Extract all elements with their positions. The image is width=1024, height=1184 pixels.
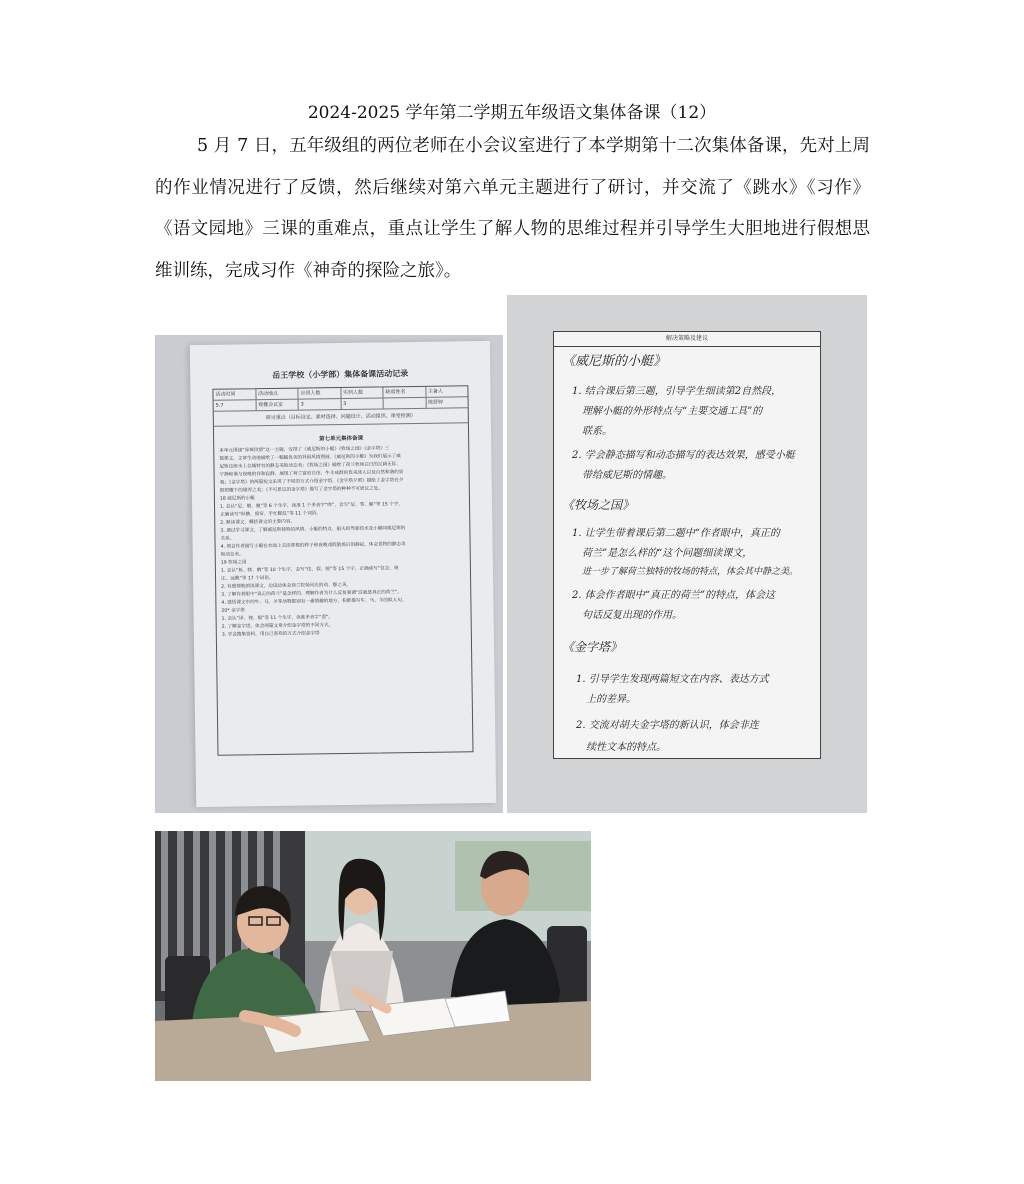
handwritten-line: 《威尼斯的小艇》	[562, 354, 667, 369]
record-line: 1. 会认“译、拽、塌”等 11 个生字，读准多音字“澄”。	[221, 615, 334, 622]
summary-paragraph	[155, 126, 870, 292]
record-line: 关系。	[220, 536, 235, 542]
record-line: 4. 领会作者描写小艇在水面上灵活穿梭的样子和夜晚戏院散场后的静寂，体会景物的静态美	[220, 542, 406, 550]
document-title: 2024-2025 学年第二学期五年级语文集体备课（12）	[307, 103, 717, 123]
table-cell: 主备人	[427, 388, 444, 395]
handwritten-line: 1. 让学生带着课后第二题中“作者眼中，真正的	[572, 528, 780, 539]
section-heading: 第七单元集体备课	[319, 435, 364, 443]
handwritten-line: 《牧场之国》	[562, 498, 635, 512]
notes-header: 解决策略及建议	[554, 332, 820, 347]
table-cell: 5.7	[214, 400, 257, 411]
table-cell	[384, 398, 427, 409]
meeting-photo	[155, 831, 591, 1081]
record-line: 18 威尼斯的小艇	[219, 496, 255, 502]
record-lines	[219, 444, 466, 639]
record-line: 尼斯这座水上名城特有的静态美和动态美；《牧场之国》描绘了荷兰牧场白日的辽阔无际、	[219, 462, 401, 470]
record-line: 本单元围绕“异域风情”这一主题，安排了《威尼斯的小艇》《牧场之国》《金字塔》三	[219, 446, 390, 454]
record-sheet-heading: 岳王学校（小学部）集体备课活动记录	[272, 369, 409, 380]
handwritten-line: 进一步了解荷兰独特的牧场的特点，体会其中静之美。	[582, 567, 799, 577]
record-line: 3. 学会搜集资料，用自己喜欢的方式介绍金字塔	[221, 631, 320, 638]
record-sheet	[190, 341, 496, 807]
handwritten-line: 2. 学会静态描写和动态描写的表达效果，感受小艇	[572, 450, 795, 461]
record-line: 篇课文。文章生动地描绘了一幅幅优美的异国风情图画。《威尼斯的小艇》为我们展示了威	[219, 454, 401, 462]
record-line: 2. 了解金字塔，体会两篇文章介绍金字塔的不同方式。	[221, 623, 334, 630]
record-line: 1. 会认“栎、犊、鹤”等 10 个生字，会写“仪、娱、骏”等 15 个字，正确读写“仪态、喧	[220, 566, 399, 574]
handwritten-line: 带给威尼斯的情趣。	[582, 470, 672, 481]
table-cell: 活动地点	[256, 389, 299, 400]
record-line: 庄、远眺”等 17 个词语。	[221, 575, 274, 582]
record-line: 阳照耀下的雄浑之美；《不可思议的金字塔》描写了金字塔的种种不可思议之处。	[219, 486, 383, 494]
table-cell: 缺席姓名	[383, 387, 426, 398]
handwritten-line: 上的差异。	[586, 694, 636, 705]
handwritten-line: 联系。	[582, 426, 612, 437]
handwritten-line: 2. 体会作者眼中“真正的荷兰”的特点，体会这	[572, 590, 775, 601]
handwritten-line: 1. 引导学生发现两篇短文在内容、表达方式	[576, 674, 769, 685]
table-cell: 观槿会议室	[256, 400, 299, 411]
table-cell: 实到人数	[341, 387, 384, 398]
record-table	[212, 385, 473, 756]
table-cell: 应到人数	[298, 388, 341, 399]
record-line: 19 牧场之国	[220, 560, 247, 566]
record-line: 和动态美。	[220, 552, 244, 558]
record-sheet-photo	[155, 335, 503, 813]
record-line: 3. 通过学习课文，了解威尼斯独特的风情、小艇的特点、船夫的驾驶技术及小艇同威尼斯的	[220, 526, 406, 534]
record-line: 1. 会认“尼、艄、翘”等 6 个生字，读准 1 个多音字“哗”，会写“尼、筝、艇”等 15 个字，	[220, 502, 404, 510]
record-line: 2. 有感情地朗读课文，边读边体会荷兰牧场风光的动、静之美。	[221, 582, 352, 590]
record-line: 宁静和谐与夜晚的祥和寂静，展现了荷兰富庶自由、牛羊成群的优美迷人以及自然和谐的景	[219, 470, 404, 478]
meeting-scene	[155, 831, 591, 1081]
table-cell: 3	[299, 399, 342, 410]
handwritten-line: 理解小艇的外形特点与“主要交通工具”的	[582, 406, 763, 417]
record-line: 正确读写“纵横、窗帘、手忙脚乱”等 11 个词语。	[220, 511, 322, 518]
record-line: 3. 了解作者眼中“真正的荷兰”是怎样的，理解作者为什么反复强调“这就是真正的荷兰”。	[221, 590, 403, 598]
record-line: 20* 金字塔	[221, 608, 245, 614]
handwritten-line: 句话反复出现的作用。	[582, 610, 682, 621]
handwritten-line: 1. 结合课后第三题，引导学生细读第2自然段，	[572, 386, 782, 397]
table-cell: 活动时间	[213, 389, 256, 400]
handwritten-notes-photo	[507, 295, 867, 813]
record-body	[214, 423, 473, 755]
record-line: 2. 默读课文，概括课文的主要内容。	[220, 519, 296, 526]
handwritten-sheet	[553, 331, 821, 759]
table-cell: 3	[341, 398, 384, 409]
record-line: 观；《金字塔》的两篇短文采用了不同的方式介绍金字塔，《金字塔夕照》描绘了金字塔在夕	[219, 478, 404, 486]
handwritten-line: 2. 交流对胡夫金字塔的新认识，体会非连	[576, 720, 759, 731]
handwritten-line: 《金字塔》	[562, 640, 623, 654]
table-cell: 陈舒婷	[428, 399, 444, 406]
paragraph-text: 5 月 7 日，五年级组的两位老师在小会议室进行了本学期第十二次集体备课，先对上周的作业情况进行了反馈，然后继续对第六单元主题进行了研讨，并交流了《跳水》《习作》《语文园地》三课的重难点，重点让学生了解人物的思维过程并引导学生大胆地进行假想思维训练，完成习作《神奇的探险之旅》。	[155, 136, 870, 281]
handwritten-line: 续性文本的特点。	[586, 742, 666, 753]
handwritten-line: 荷兰”是怎么样的“这个问题细读课文，	[582, 548, 753, 559]
focus-row: 研讨重点（目标设定、素材选择、问题设计、活动组织、课堂检测）	[214, 408, 468, 427]
record-line: 4. 感悟课文中的牛、马、羊等动物都别有一番情趣的地方，积累描写牛、马、羊的拟人句。	[221, 598, 407, 606]
